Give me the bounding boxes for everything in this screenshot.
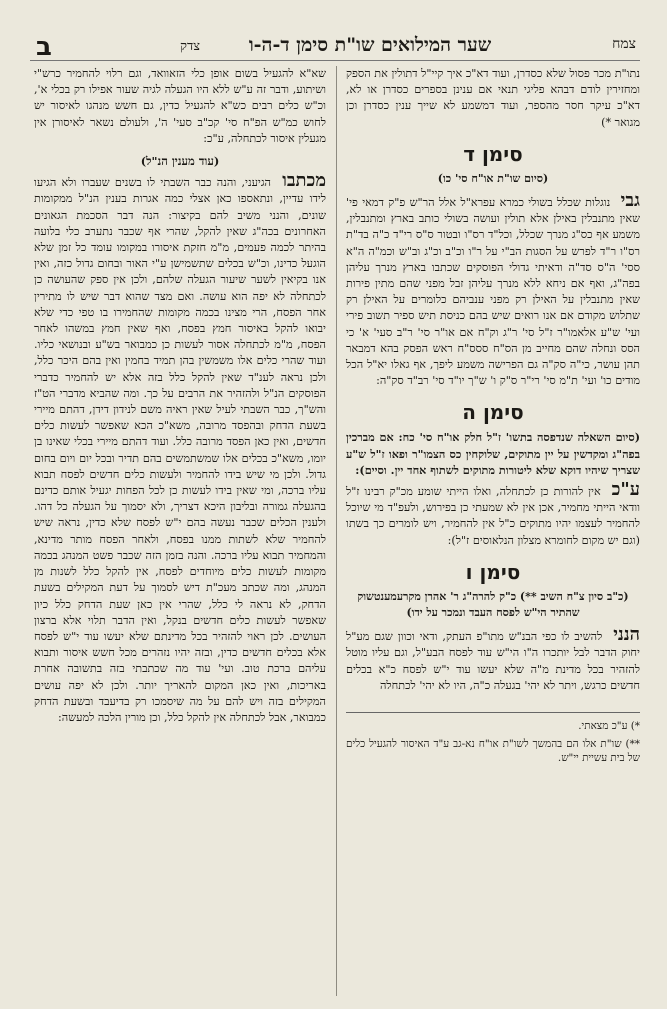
left-subheading: (עוד מענין הנ"ל): [140, 154, 220, 169]
siman-v-lead-word: הנני: [613, 624, 640, 646]
siman-v-text: להשיב לו כפי הבנ"ש מתו"פ העתק, ודאי וכוון שגם מע"ל יחוק הדבר לבל יותכרו ה"ו הי"ש עוד לפסח הבע"ל, וגם עליו מוטל להזהיר בכל מדינת מ"ה שלא יעשו עוד י"ש לפסח כ"א בכלים חדשים כרגש, ויתר לא יהי' בגעלה כ"ה, היו לא יהי' לכתחלה: [346, 630, 640, 692]
siman-v-paragraph: [346, 624, 640, 694]
column-divider: [336, 66, 337, 996]
siman-h-text: אין להורות כן לכתחלה, ואלו הייתי שומע מכ"ק רבינו ז"ל וודאי הייתי מחמיר, אכן אין לא שמעתי כן בפירוש, ולעפ"ד מי שיוכל להחמיר לעצמו יהיו מתוקים כ"ל אין להחמיר, ויש לומרים כך בשתו (וגם יש מקום לחומרא מצלון הנלאוסים ז"ל):: [346, 485, 640, 547]
page-header: [30, 30, 640, 61]
running-head-left: צדק: [180, 39, 201, 54]
footnote-2: **) שו"ת אלו הם בהמשך לשו"ת או"ח נא-גב ע"ד האיסור להגעיל כלים של בית עשיית יי"ש.: [346, 738, 640, 765]
siman-h-lead-word: ע"כ: [611, 479, 640, 501]
left-lead-word: מכתבו: [282, 170, 326, 192]
footnote-1: *) ע"כ מצאתי.: [578, 720, 640, 733]
siman-d-heading: סימן ד: [463, 141, 523, 166]
siman-h-heading: סימן ה: [462, 400, 524, 425]
siman-v-heading: סימן ו: [465, 559, 521, 584]
footnotes: [346, 712, 640, 765]
siman-d-paragraph: [346, 190, 640, 389]
left-text: הגיעני, והנה כבר השבתי לו בשנים שעברו ולא הגיעו לידו עדיין, ונתאספו כאן אצלי כמה אגרות בענין הנ"ל ממקומות שונים, והנני משיב להם בקיצור: הנה דבר הסכמת הגאונים האחרונים בכה"ג שאין להקל, שהרי אף שכבר נתערב כלי בלועה בהיתר לכמה פעמים, מ"מ חזקת איסורו במקומו עומד כל זמן שלא הוגעל כדינו, וכ"ש בכלים שתשמישן ע"י האור ובחום גדול כזה, ואין אנו בקיאין לשער שיעור הגעלה שלהם, ולכן אין ספק שהעושה כן לכתחלה לא יפה הוא עושה. ואם מצד שהוא דבר שיש לו מתירין אחר הפסח, הרי מצינו בכמה מקומות שהחמירו בו טפי כדי שלא יבואו להקל באיסור חמץ בפסח, ואף שאין חמץ במשהו לאחר הפסח, מ"מ לכתחלה אסור לעשות כן כמבואר בש"ע ובנושאי כליו. ועוד שהרי כלים אלו משמשין בהן תמיד בחמין ואין בהם היכר כלל, ולכן נראה לענ"ד שאין להקל כלל בזה אלא יש להחמיר כדברי הפוסקים הנ"ל ולהזהיר את הרבים על כך. ומה שהביא מדברי הט"ז והש"ך, כבר השבתי לעיל שאין ראיה משם לנידון דידן, דהתם מיירי בשעת הדחק ובהפסד מרובה, משא"כ הכא שאפשר לעשות כלים חדשים, ואין כאן הפסד מרובה כלל. ועוד דהתם מיירי בכלי שאינו בן יומו, משא"כ בכלים אלו שמשתמשים בהם תדיר ובכל יום ויום בחום גדול. ולכן מי שיש בידו להחמיר ולעשות כלים חדשים לפסח תבוא עליו ברכה, ומי שאין בידו לעשות כן לכל הפחות יגעיל אותם כדינם בהגעלה גמורה ובליבון היכא דצריך, ולא יסמוך על הגעלה כל דהו. ולענין הכלים שכבר נעשה בהם י"ש לפסח שלא כדין, נראה שיש להחמיר שלא לשתות ממנו בפסח, ולאחר הפסח מותר מדינא, והמחמיר תבוא עליו ברכה. והנה בזמן הזה שכבר פשט המנהג בכמה מקומות לעשות כלים מיוחדים לפסח, אין להקל כלל לשנות מן המנהג, ומה שכתב מעכ"ת דיש לסמוך על דעת המקילים בשעת הדחק, לא נראה לי כלל, שהרי אין כאן שעת הדחק כלל כיון שאפשר לעשות כלים חדשים בנקל, ואין הדבר תלוי אלא ברצון העושים. לכן ראוי להזהיר בכל מדינתם שלא יעשו עוד י"ש לפסח אלא בכלים חדשים כדין, ובזה יהיו נזהרים מכל חשש איסור ותבוא עליהם ברכת טוב. ועי' עוד מה שכתבתי בזה בתשובה אחרת באריכות, ואין כאן המקום להאריך יותר. ולכן לא יפה עושים המקילים בזה ויש להם על מה שיסמכו רק בדיעבד ובשעת הדחק כמבואר, אבל לכתחלה אין להקל כלל, וכן מורין הלכה למעשה:: [34, 176, 326, 724]
right-column: [346, 66, 640, 769]
running-head-right: צמח: [612, 36, 636, 52]
running-head: [612, 36, 636, 53]
siman-v-subheading: (כ"ב סיון צ"ח השיב **) כ"ק להרה"ג ר' אהרן מקרעמענטשוק שהתיר הי"ש לפסח העבד ונמכר על ידו): [357, 589, 629, 620]
siman-h-subheading: (סיום השאלה שנדפסה בתשו' ז"ל חלק או"ח סי' כח: אם מברכין בפה"ג ומקדשין על יין מתוקים, שלוקחין כס הצמו"ר ופאו ז"ל ש"ע שצריך שיהיו דוקא שלא ליטורות מתוקים לשתוף אחד יין. וסיים):: [346, 430, 640, 477]
siman-d-lead-word: גבי: [620, 190, 640, 212]
page-title: שער המילואים שו"ת סימן ד-ה-ו: [248, 34, 492, 56]
page-number: ב: [36, 32, 52, 62]
siman-d-text: נוגלות שכלל בשולי כמרא עפרא"ל אלל הר"ש פ"ק דמאי פי' שאין מתנבלין באילן אלא תולין ועושה בשולי כותב בארץ ומתנבלין, משמע אף כס"ג מנרך שכלל, וכל"ד רס"ו ובטור ס"ס רי"ד כ"ה בד"ת רס"ו ר"ד לפרש על הסגות הב"י על ר"ו וכ"ב וכ"ג וב"ש וכמ"ה ה"א ססי' ה"ס סד"ה ודאיתי גדולי הפוסקים שכתבו בארץ מנרך עליהן בפה"ג, ואף אם ניחא ללא מנרך עליהן זבל מפני שהם מתין פירות שאין מתנבלין על האילן רק מפני ענביהם כלומרים על האילן רק שתלוש מקודם אם אנו רואים שיש בהם כניסת תיש ספיר תשוב פירי ועי' ש"ע אלאמו"ר ז"ל סי' ר"ג וק"ח אם או"ר סי' ר"ב סעי' א' כי הסס ונחלה שהם מחייב מן הס"ח ססס"ח ראש הפסק בהא דמבאר תהן עושר, כי"ה סק"ה גם הפרישה משמע ליפך, אף גאלו יא"ל הכל מודים כו' ועי' ת"מ סי' רי"ר ס"ק ו' ש"ך יו"ד סי' רב"ד סק"ה:: [346, 196, 640, 388]
siman-h-paragraph: [346, 479, 640, 549]
left-column: [34, 66, 326, 730]
left-intro: שא"א להגעיל בשום אופן כלי הזאוואד, וגם רלוי להחמיר כרש"י ושיתוע, ודבר זה ע"ש ללא היו הגעלה לגיה שעור אפילו רק בכלי א', וכ"ש כלים רבים כש"א להגעיל כדין, גם חשש מנהגו לאיסור יש לחוש כמ"ש הפ"ח סי' קכ"ב סעי' ה', ולעולם נשאר לאיסורן אין מגעלין איסור לכתחלה, ע"כ:: [34, 67, 326, 145]
left-paragraph: [34, 170, 326, 726]
siman-d-subheading: (סיום שו"ת או"ח סי' כו): [437, 171, 549, 185]
right-intro: נתו"ת מכר פסול שלא כסדרן, ועוד דא"כ איך קיי"ל דתולין את הספק ומחזירין לודם דבהא פליגי תנאי אם ענינן בספרים כסדרן או לא, דא"כ עיקר חסר מהספר, ועוד דמשמע לא שייך ענין כסדרן וכן מגואר *): [346, 67, 640, 129]
